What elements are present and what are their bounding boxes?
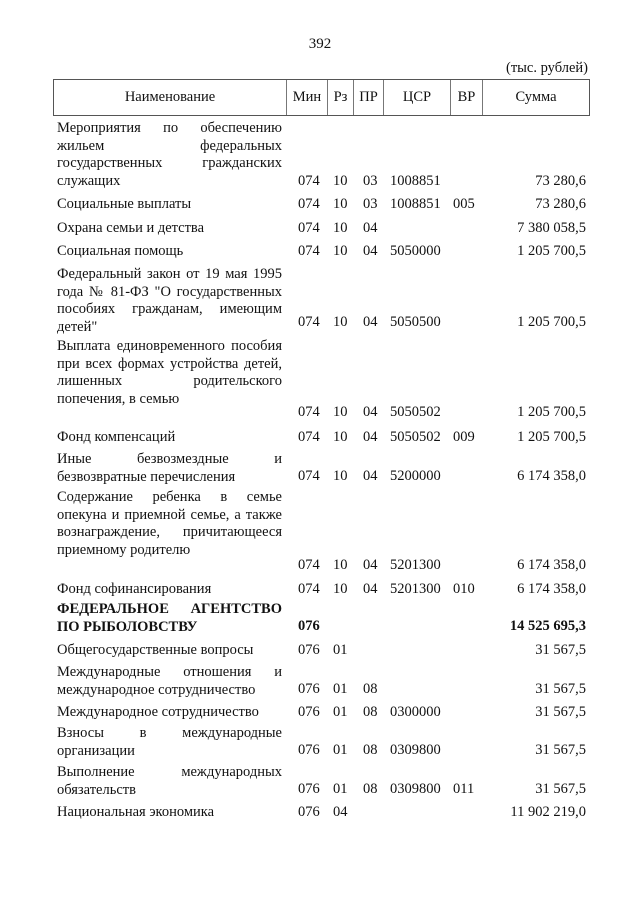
row-pr: 03: [363, 196, 378, 212]
row-vr: 009: [453, 429, 475, 445]
row-csr: 0309800: [390, 742, 441, 758]
row-csr: 0300000: [390, 704, 441, 720]
row-pr: 08: [363, 681, 378, 697]
row-min: 076: [298, 618, 320, 634]
row-sum: 1 205 700,5: [517, 404, 586, 420]
row-sum: 6 174 358,0: [517, 557, 586, 573]
row-name: Взносы в международные организации: [57, 725, 282, 759]
row-min: 076: [298, 681, 320, 697]
row-sum: 31 567,5: [535, 681, 586, 697]
header-pr: ПР: [354, 80, 384, 115]
row-name: Социальная помощь: [57, 243, 184, 259]
row-min: 074: [298, 468, 320, 484]
row-pr: 04: [363, 557, 378, 573]
row-rz: 01: [333, 742, 348, 758]
row-pr: 08: [363, 704, 378, 720]
row-name: Фонд софинансирования: [57, 581, 212, 597]
row-pr: 04: [363, 468, 378, 484]
row-pr: 08: [363, 781, 378, 797]
row-rz: 01: [333, 681, 348, 697]
row-vr: 010: [453, 581, 475, 597]
row-min: 074: [298, 404, 320, 420]
row-name: Национальная экономика: [57, 804, 215, 820]
row-min: 074: [298, 196, 320, 212]
row-rz: 10: [333, 173, 348, 189]
row-min: 076: [298, 804, 320, 820]
row-rz: 10: [333, 196, 348, 212]
row-csr: 0309800: [390, 781, 441, 797]
row-csr: 5050500: [390, 314, 441, 330]
row-name: Содержание ребенка в семье опекуна и приемной семье, а также вознаграждение, причитающееся приемному родителю: [57, 489, 282, 559]
row-sum: 11 902 219,0: [510, 804, 586, 820]
row-name: ФЕДЕРАЛЬНОЕ АГЕНТСТВО ПО РЫБОЛОВСТВУ: [57, 601, 282, 635]
row-sum: 31 567,5: [535, 704, 586, 720]
row-min: 074: [298, 581, 320, 597]
row-name: Международные отношения и международное сотрудничество: [57, 664, 282, 698]
row-sum: 1 205 700,5: [517, 429, 586, 445]
row-rz: 01: [333, 642, 348, 658]
row-sum: 1 205 700,5: [517, 314, 586, 330]
row-name: Иные безвозмездные и безвозвратные перечисления: [57, 451, 282, 485]
row-csr: 5200000: [390, 468, 441, 484]
row-rz: 10: [333, 314, 348, 330]
row-pr: 04: [363, 220, 378, 236]
row-name: Мероприятия по обеспечению жильем федеральных государственных гражданских служащих: [57, 120, 282, 190]
header-rz: Рз: [328, 80, 354, 115]
row-pr: 04: [363, 314, 378, 330]
row-min: 076: [298, 642, 320, 658]
units-label: (тыс. рублей): [506, 60, 588, 76]
row-csr: 5050502: [390, 429, 441, 445]
row-min: 074: [298, 220, 320, 236]
row-rz: 10: [333, 220, 348, 236]
row-pr: 04: [363, 429, 378, 445]
row-name: Федеральный закон от 19 мая 1995 года № 81-ФЗ "О государственных пособиях гражданам, имеющим детей": [57, 266, 282, 336]
row-csr: 5050502: [390, 404, 441, 420]
row-sum: 31 567,5: [535, 642, 586, 658]
row-sum: 73 280,6: [535, 173, 586, 189]
row-name: Социальные выплаты: [57, 196, 192, 212]
header-vr: ВР: [451, 80, 483, 115]
header-sum: Сумма: [515, 89, 557, 105]
row-min: 074: [298, 243, 320, 259]
row-rz: 10: [333, 404, 348, 420]
row-sum: 14 525 695,3: [509, 618, 586, 634]
row-min: 074: [298, 173, 320, 189]
row-name: Выполнение международных обязательств: [57, 764, 282, 798]
row-pr: 04: [363, 404, 378, 420]
table-header: [53, 79, 590, 116]
row-sum: 6 174 358,0: [517, 468, 586, 484]
row-csr: 5201300: [390, 581, 441, 597]
row-vr: 005: [453, 196, 475, 212]
row-name: Фонд компенсаций: [57, 429, 176, 445]
row-rz: 10: [333, 243, 348, 259]
page-number: 392: [308, 36, 332, 52]
row-rz: 10: [333, 557, 348, 573]
row-min: 076: [298, 742, 320, 758]
row-pr: 04: [363, 581, 378, 597]
row-sum: 7 380 058,5: [517, 220, 586, 236]
row-rz: 01: [333, 704, 348, 720]
header-min: Мин: [287, 80, 328, 115]
row-min: 074: [298, 557, 320, 573]
row-csr: 1008851: [390, 196, 441, 212]
row-sum: 31 567,5: [535, 781, 586, 797]
row-rz: 10: [333, 581, 348, 597]
row-rz: 01: [333, 781, 348, 797]
header-name: Наименование: [54, 80, 287, 115]
header-csr: ЦСР: [384, 80, 451, 115]
row-pr: 04: [363, 243, 378, 259]
row-pr: 03: [363, 173, 378, 189]
row-sum: 31 567,5: [535, 742, 586, 758]
row-rz: 10: [333, 429, 348, 445]
row-min: 074: [298, 429, 320, 445]
row-csr: 5050000: [390, 243, 441, 259]
row-name: Международное сотрудничество: [57, 704, 259, 720]
row-pr: 08: [363, 742, 378, 758]
row-rz: 10: [333, 468, 348, 484]
row-sum: 1 205 700,5: [517, 243, 586, 259]
row-csr: 5201300: [390, 557, 441, 573]
row-min: 076: [298, 704, 320, 720]
row-vr: 011: [453, 781, 475, 797]
row-name: Общегосударственные вопросы: [57, 642, 254, 658]
row-min: 076: [298, 781, 320, 797]
row-rz: 04: [333, 804, 348, 820]
row-name: Выплата единовременного пособия при всех формах устройства детей, лишенных родительского попечения, в семью: [57, 338, 282, 408]
row-min: 074: [298, 314, 320, 330]
row-csr: 1008851: [390, 173, 441, 189]
row-name: Охрана семьи и детства: [57, 220, 205, 236]
row-sum: 6 174 358,0: [517, 581, 586, 597]
row-sum: 73 280,6: [535, 196, 586, 212]
